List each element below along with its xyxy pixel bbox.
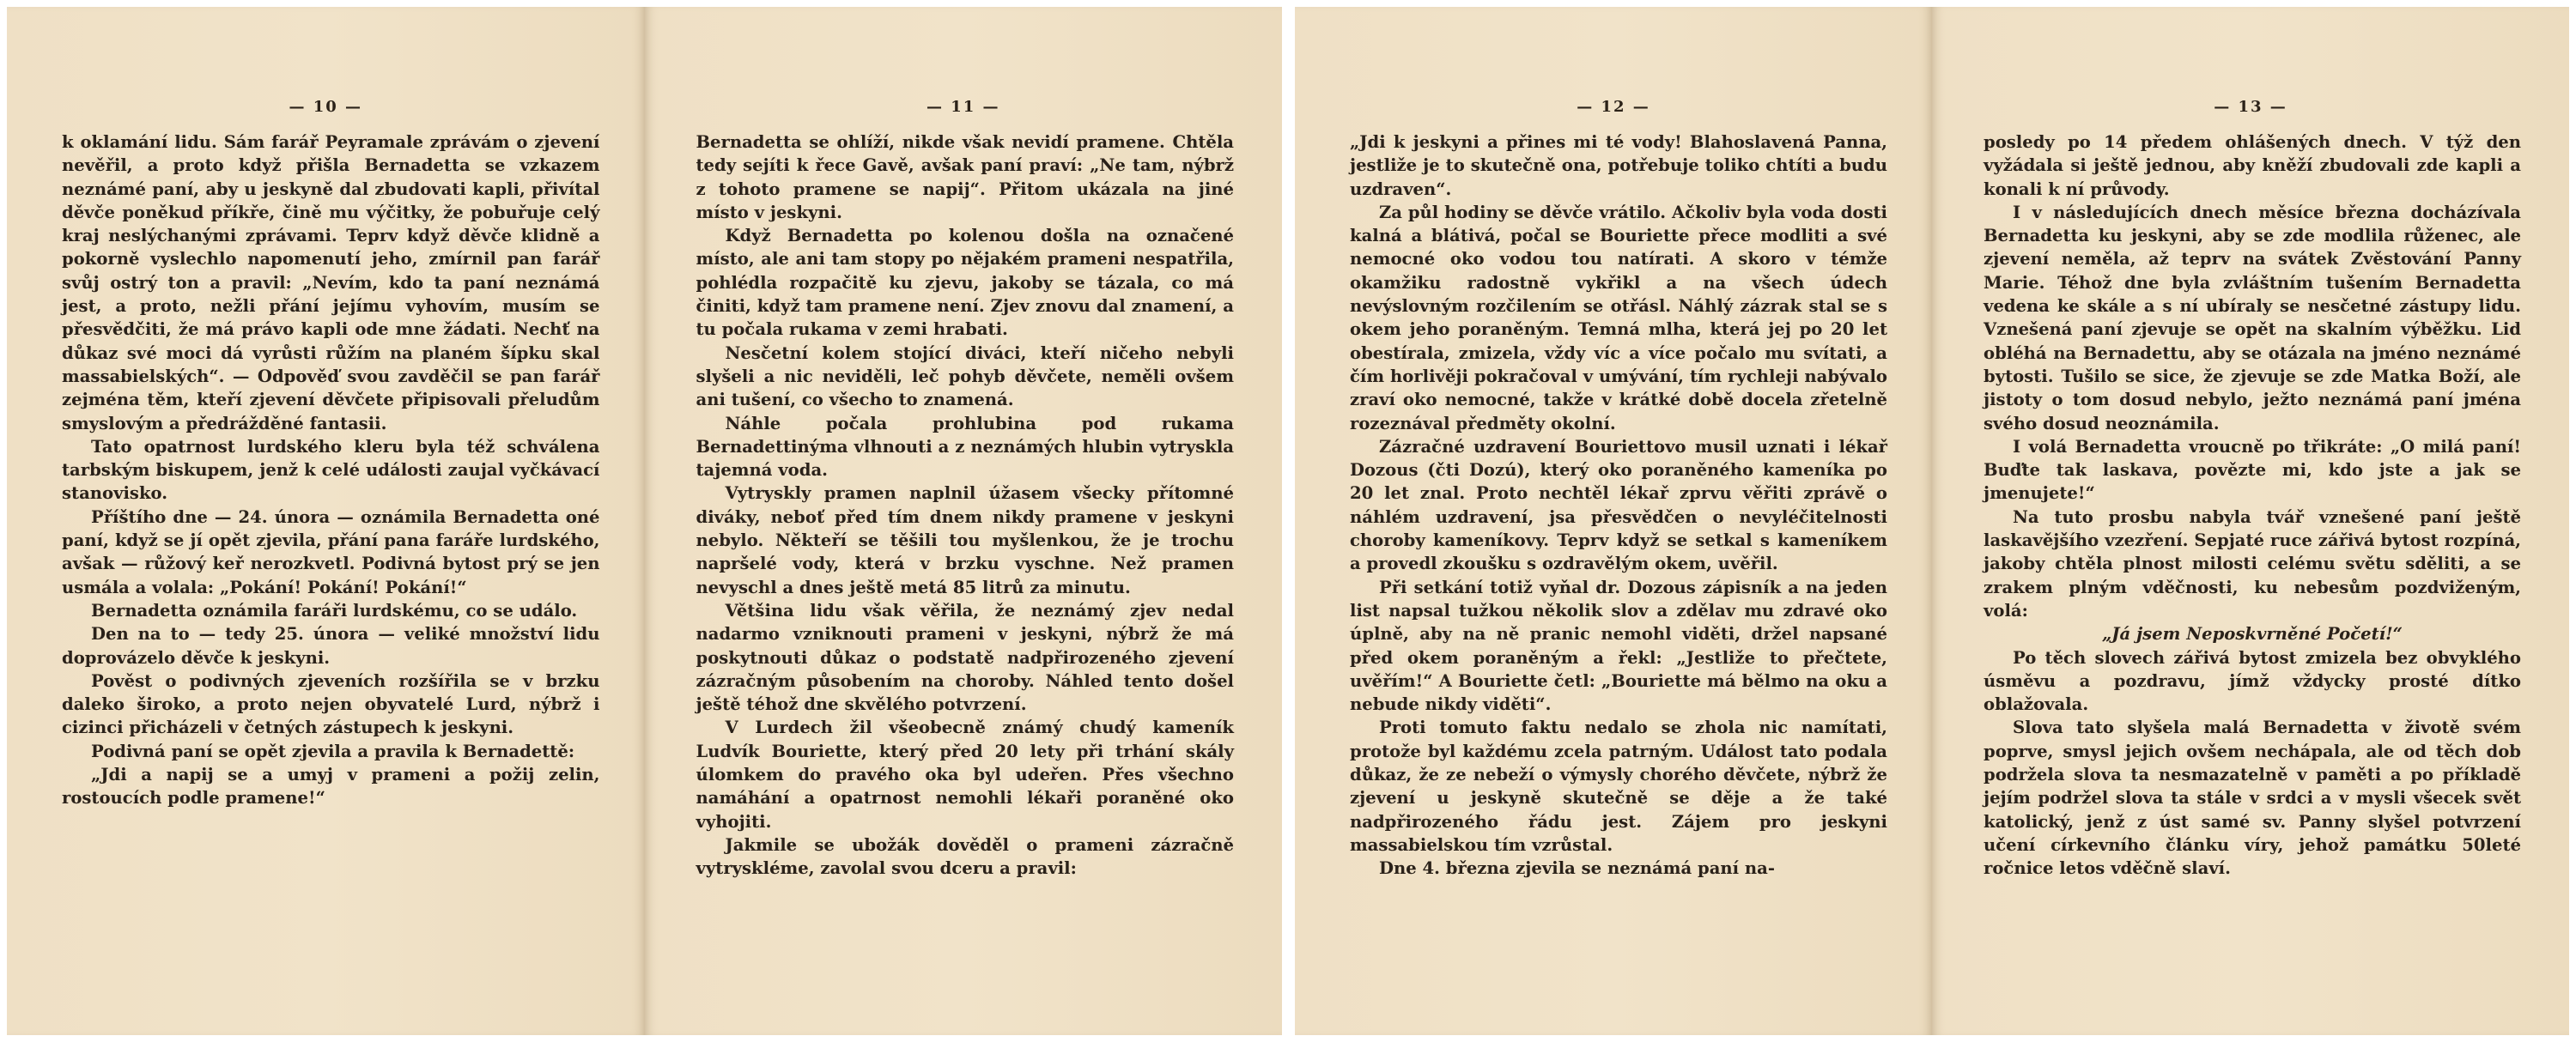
page-11 [645, 7, 1283, 1035]
paragraph: Bernadetta oznámila faráři lurdskému, co se událo. [91, 600, 578, 621]
paragraph: Proti tomuto faktu nedalo se zhola nic namítati, protože byl každému zcela patrným. Událost tato podala důkaz, že ze nebeží o výmysly chorého děvčete, nýbrž že zjevení u jeskyně skutečně se děje a že také nadpřirozeného řádu jest. Zájem pro jeskyni massabielskou tím vzrůstal. [1350, 718, 1887, 855]
paragraph: posledy po 14 předem ohlášených dnech. V týž den vyžádala si ještě jednou, aby kněží zbudovali zde kapli a konali k ní průvody. [1984, 132, 2521, 199]
page-number: — 10 — [289, 98, 363, 116]
paragraph: Když Bernadetta po kolenou došla na označené místo, ale ani tam stopy po nějakém prameni nespatřila, pohlédla rozpačitě ku zjevu, jakoby se tázala, co má činiti, když tam pramene není. Zjev znovu dal znamení, a tu počala rukama v zemi hrabati. [696, 226, 1234, 340]
paragraph: Na tuto prosbu nabyla tvář vznešené paní ještě laskavějšího vzezření. Sepjaté ruce zářivá bytost rozpíná, jakoby chtěla plnost milosti celému světu sděliti, a se zrakem plným vděčnosti, ku nebesům pozdviženým, volá: [1984, 506, 2521, 621]
page-13 [1932, 7, 2569, 1035]
paragraph: I v následujících dnech měsíce března docházívala Bernadetta ku jeskyni, aby se zde modlila růženec, ale zjevení neměla, až teprv na svátek Zvěstování Panny Marie. Téhož dne byla zvláštním tušením Bernadetta vedena ke skále a s ní ubíraly se nesčetné zástupy lidu. Vznešená paní zjevuje se opět na skalním výběžku. Lid obléhá na Bernadettu, aby se otázala na jméno neznámé bytosti. Tušilo se sice, že zjevuje se zde Matka Boží, ale jistoty o tom dosud nebylo, ježto neznámá paní jména svého dosud neoznámila. [1984, 202, 2521, 433]
page-text [1984, 130, 2521, 881]
paragraph: Slova tato slyšela malá Bernadetta v životě svém poprve, smysl jejich ovšem nechápala, ale od těch dob podržela slova ta nesmazatelně v paměti a po příkladě jejím podržel slova ta stále v srdci a v mysli všecek svět katolický, jenž z úst samé sv. Panny slyšel potvrzení učení církevního článku víry, jehož památku 50leté ročnice letos vděčně slaví. [1984, 718, 2521, 879]
paragraph: Zázračné uzdravení Bouriettovo musil uznati i lékař Dozous (čti Dozú), který oko poraněného kameníka po 20 let znal. Proto nechtěl lékař zprvu věřiti zprávě o náhlém uzdravení, jsa přesvědčen o nevyléčitelnosti choroby kameníkovy. Teprv když se setkal s kameníkem a provedl zkoušku s ozdravělým okem, uvěřil. [1350, 436, 1887, 574]
paragraph: I volá Bernadetta vroucně po třikráte: „O milá paní! Buďte tak laskava, povězte mi, kdo jste a jak se jmenujete!“ [1984, 436, 2521, 504]
page-text [696, 130, 1235, 881]
page-text [62, 130, 600, 810]
page-text [1350, 130, 1887, 881]
paragraph: Den na to — tedy 25. února — veliké množství lidu doprovázelo děvče k jeskyni. [62, 624, 600, 668]
paragraph: Většina lidu však věřila, že neznámý zjev nedal nadarmo vzniknouti prameni v jeskyni, nýbrž že má poskytnouti důkaz o podstatě nadpřirozeného zjevení zázračným působením na choroby. Náhled tento došel ještě téhož dne skvělého potvrzení. [696, 600, 1234, 715]
paragraph: Náhle počala prohlubina pod rukama Bernadettinýma vlhnouti a z neznámých hlubin vytryskla tajemná voda. [696, 413, 1234, 481]
paragraph: Bernadetta se ohlíží, nikde však nevidí pramene. Chtěla tedy sejíti k řece Gavě, avšak paní praví: „Ne tam, nýbrž z tohoto pramene se napij“. Přitom ukázala na jiné místo v jeskyni. [696, 132, 1234, 222]
page-number: — 13 — [2214, 98, 2287, 116]
book-spread-right [1295, 7, 2569, 1035]
paragraph: „Jdi a napij se a umyj v prameni a požij zelin, rostoucích podle pramene!“ [62, 765, 600, 809]
paragraph: Dne 4. března zjevila se neznámá paní na- [1379, 858, 1775, 879]
paragraph: „Jdi k jeskyni a přines mi té vody! Blahoslavená Panna, jestliže je to skutečně ona, potřebuje toliko chtíti a budu uzdraven“. [1350, 132, 1887, 199]
paragraph: Tato opatrnost lurdského kleru byla též schválena tarbským biskupem, jenž k celé události zaujal vyčkávací stanovisko. [62, 436, 600, 504]
paragraph: Jakmile se ubožák dověděl o prameni zázračně vytryskléme, zavolal svou dceru a pravil: [696, 834, 1234, 879]
paragraph: Při setkání totiž vyňal dr. Dozous zápisník a na jeden list napsal tužkou několik slov a zdělav mu zdravé oko úplně, aby na ně pranic nemohl viděti, držel napsané před okem poraněným a řekl: „Jestliže to přečtete, uvěřím!“ A Bouriette četl: „Bouriette má bělmo na oku a nebude nikdy viděti“. [1350, 577, 1887, 715]
quote-heading: „Já jsem Neposkvrněné Početí!“ [2102, 624, 2403, 645]
paragraph: k oklamání lidu. Sám farář Peyramale zprávám o zjevení nevěřil, a proto když přišla Bernadetta se vzkazem neznámé paní, aby u jeskyně dal zbudovati kapli, přivítal děvče poněkud příkře, čině mu výčitky, že pobuřuje celý kraj neslýchanými zprávami. Teprv když děvče klidně a pokorně vyslechlo napomenutí jeho, zmírnil pan farář svůj ostrý ton a pravil: „Nevím, kdo ta paní neznámá jest, a proto, nežli přání jejímu vyhovím, musím se přesvědčiti, že má právo kapli ode mne žádati. Nechť na důkaz své moci dá vyrůsti růžím na planém šípku skal massabielských“. — Odpověď svou zavděčil se pan farář zejména těm, kteří zjevení děvčete připisovali přeludům smyslovým a předrážděné fantasii. [62, 132, 600, 433]
page-number: — 12 — [1577, 98, 1650, 116]
page-12 [1295, 7, 1932, 1035]
paragraph: Vytryskly pramen naplnil úžasem všecky přítomné diváky, neboť před tím dnem nikdy pramene v jeskyni nebylo. Někteří se těšili tou myšlenkou, že je trochu napršelé vody, která v brzku vyschne. Než pramen nevyschl a dnes ještě metá 85 litrů za minutu. [696, 483, 1234, 597]
book-spread-left [7, 7, 1282, 1035]
paragraph: Za půl hodiny se děvče vrátilo. Ačkoliv byla voda dosti kalná a blátivá, počal se Bouriette přece modliti a své nemocné oko vodou tou natírati. A skoro v témže okamžiku radostně vykřikl a na všech údech nevýslovným rozčilením se otřásl. Náhlý zázrak stal se s okem jeho poraněným. Temná mlha, která jej po 20 let obestírala, zmizela, vždy víc a více počalo mu svítati, a čím horlivěji pokračoval v umývání, tím rychleji nabývalo zraví oko nemocné, takže v krátké době docela zřetelně rozeznával předměty okolní. [1350, 202, 1887, 433]
page-number: — 11 — [926, 98, 1000, 116]
paragraph: Pověst o podivných zjeveních rozšířila se v brzku daleko široko, a proto nejen obyvatelé Lurd, nýbrž i cizinci přicházeli v četných zástupech k jeskyni. [62, 670, 600, 738]
paragraph: Nesčetní kolem stojící diváci, kteří ničeho nebyli slyšeli a nic neviděli, leč pohyb děvčete, neměli ovšem ani tušení, co všecho to znamená. [696, 342, 1234, 410]
paragraph: Příštího dne — 24. února — oznámila Bernadetta oné paní, když se jí opět zjevila, přání pana faráře lurdského, avšak — růžový keř nerozkvetl. Podivná bytost prý se jen usmála a volala: „Pokání! Pokání! Pokání!“ [62, 506, 600, 597]
paragraph: Podivná paní se opět zjevila a pravila k Bernadettě: [91, 741, 575, 761]
page-10 [7, 7, 645, 1035]
paragraph: Po těch slovech zářivá bytost zmizela bez obvyklého úsměvu a pozdravu, jímž vždycky prosté dítko oblažovala. [1984, 647, 2521, 715]
paragraph: V Lurdech žil všeobecně známý chudý kameník Ludvík Bouriette, který před 20 lety při trhání skály úlomkem do pravého oka byl udeřen. Přes všechno namáhání a opatrnost nemohli lékaři poraněné oko vyhojiti. [696, 718, 1234, 832]
